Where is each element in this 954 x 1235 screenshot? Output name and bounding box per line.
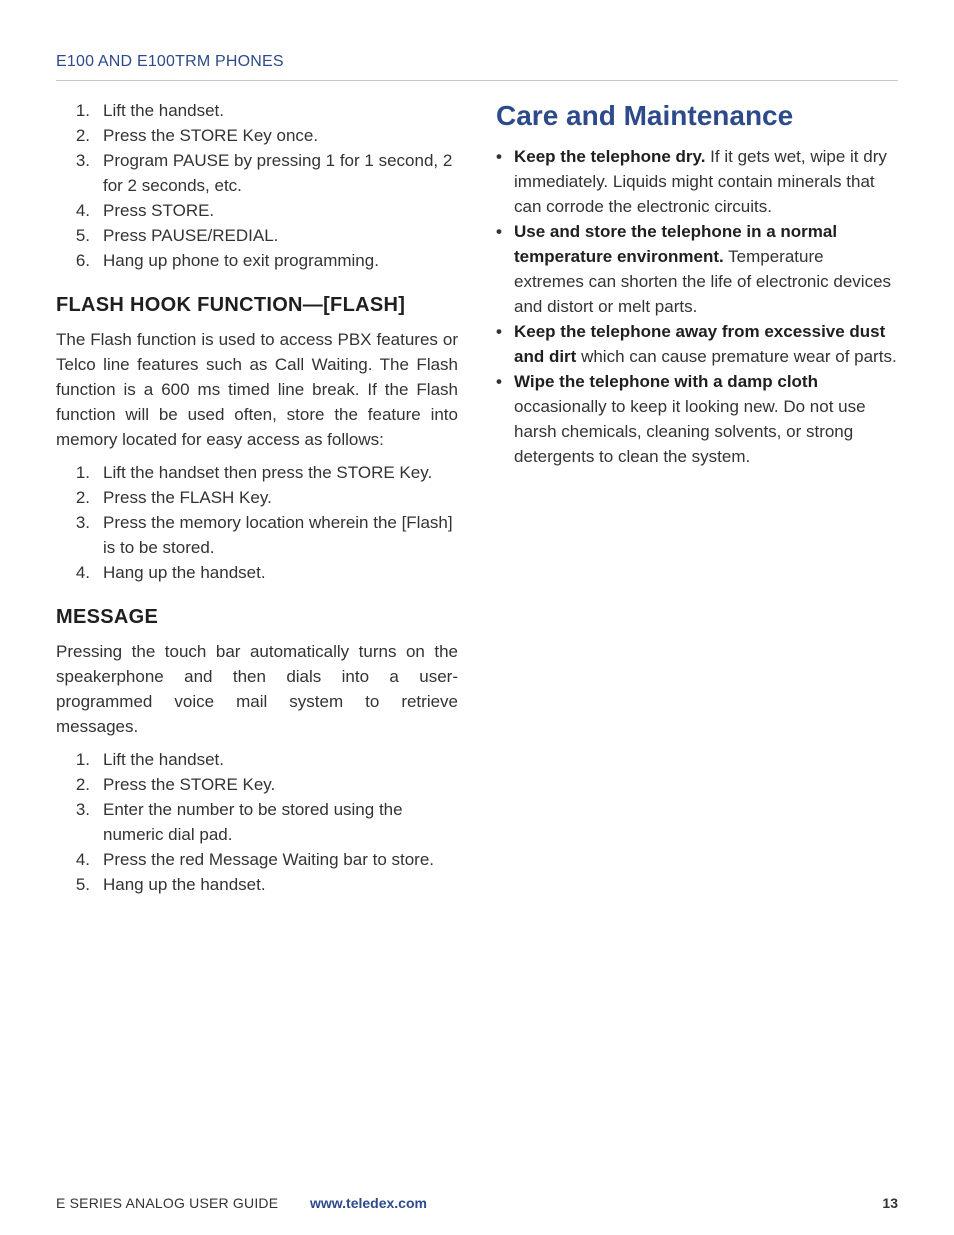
- header-divider: [56, 80, 898, 81]
- list-item: 1. Lift the handset.: [75, 101, 224, 120]
- right-column: [496, 98, 898, 469]
- message-description: Pressing the touch bar automatically turns on the speakerphone and then dials into a user-programmed voice mail system to retrieve messages.: [56, 642, 458, 736]
- list-item: • Use and store the telephone in a normal temperature environment. Temperature extremes can shorten the life of electronic devices and distort or melt parts.: [496, 219, 898, 319]
- care-heading: Care and Maintenance: [496, 100, 794, 131]
- list-item: 5. Hang up the handset.: [75, 875, 266, 894]
- bullet-icon: •: [496, 322, 502, 341]
- list-item: 2. Press the STORE Key once.: [75, 126, 319, 145]
- bullet-icon: •: [496, 372, 502, 391]
- bullet-icon: •: [496, 222, 502, 241]
- list-item: • Wipe the telephone with a damp cloth occasionally to keep it looking new. Do not use harsh chemicals, cleaning solvents, or strong detergents to clean the system.: [496, 369, 898, 469]
- list-item: 1. Lift the handset.: [75, 750, 224, 769]
- page-number: 13: [882, 1195, 898, 1211]
- list-item: 2. Press the STORE Key.: [75, 775, 276, 794]
- footer-website-link[interactable]: www.teledex.com: [310, 1195, 427, 1211]
- list-item: 4. Hang up the handset.: [75, 563, 266, 582]
- list-item: • Keep the telephone away from excessive dust and dirt which can cause premature wear of parts.: [496, 319, 898, 369]
- list-item: 3. Enter the number to be stored using the numeric dial pad.: [75, 800, 403, 844]
- footer-guide-title: E SERIES ANALOG USER GUIDE: [56, 1195, 279, 1211]
- list-item: 4. Press STORE.: [75, 201, 215, 220]
- list-item: • Keep the telephone dry. If it gets wet, wipe it dry immediately. Liquids might contain minerals that can corrode the electronic circuits.: [496, 144, 898, 219]
- list-item: 3. Press the memory location wherein the [Flash] is to be stored.: [75, 513, 453, 557]
- flash-steps-list: [56, 460, 458, 585]
- list-item: 1. Lift the handset then press the STORE Key.: [75, 463, 433, 482]
- list-item: 2. Press the FLASH Key.: [75, 488, 272, 507]
- care-bullets-list: [496, 144, 898, 469]
- message-steps-list: [56, 747, 458, 897]
- list-item: 3. Program PAUSE by pressing 1 for 1 second, 2 for 2 seconds, etc.: [75, 151, 453, 195]
- message-heading: MESSAGE: [56, 606, 159, 628]
- list-item: 5. Press PAUSE/REDIAL.: [75, 226, 279, 245]
- left-column: [56, 98, 458, 897]
- pause-steps-list: [56, 98, 458, 273]
- running-header: E100 AND E100TRM PHONES: [56, 53, 284, 70]
- flash-description: The Flash function is used to access PBX features or Telco line features such as Call Waiting. The Flash function is a 600 ms timed line break. If the Flash function will be used often, store the feature into memory located for easy access as follows:: [56, 330, 458, 449]
- flash-heading: FLASH HOOK FUNCTION—[FLASH]: [56, 294, 406, 316]
- bullet-icon: •: [496, 147, 502, 166]
- list-item: 6. Hang up phone to exit programming.: [75, 251, 379, 270]
- list-item: 4. Press the red Message Waiting bar to store.: [75, 850, 435, 869]
